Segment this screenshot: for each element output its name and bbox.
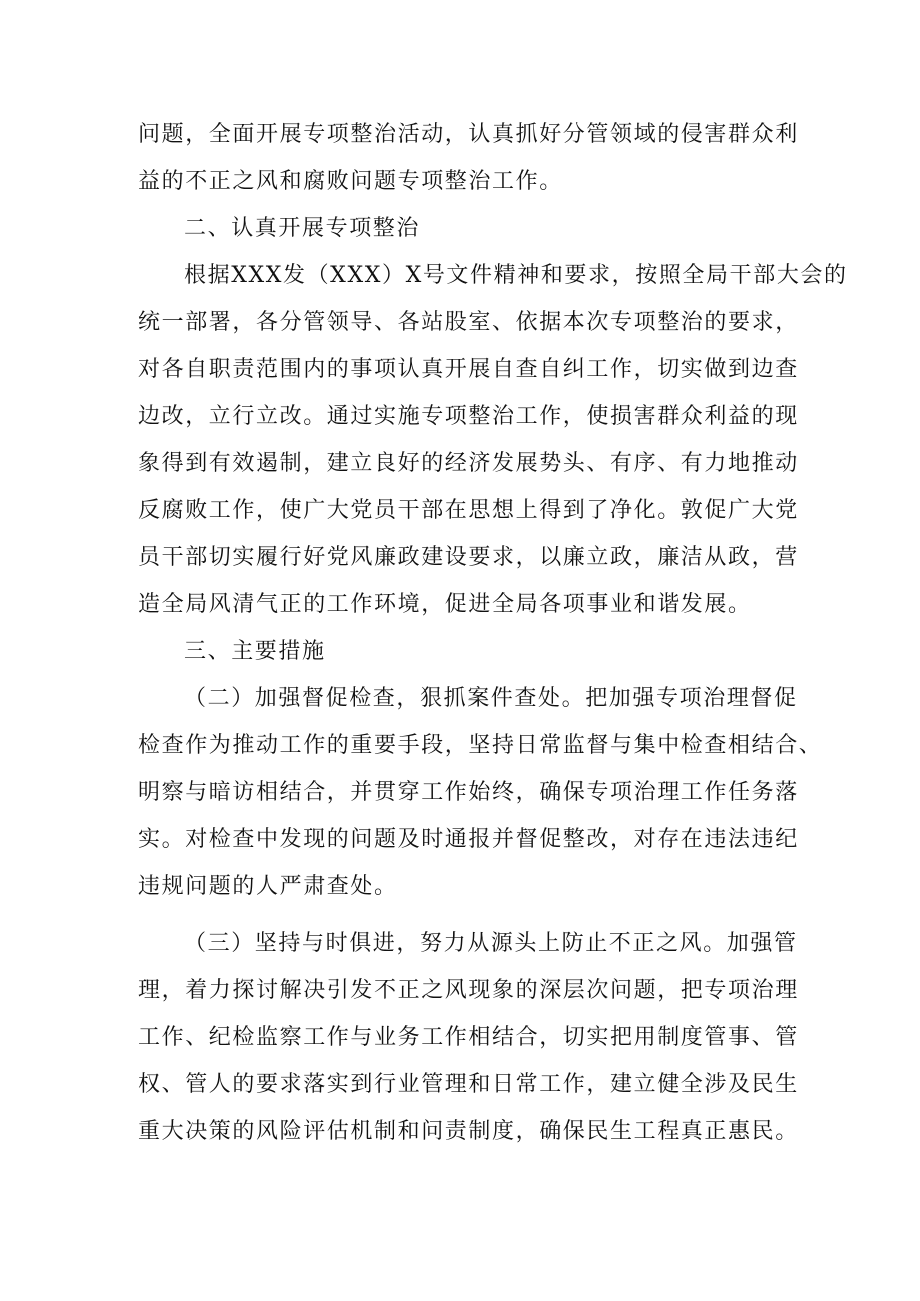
text-line: 问题，全面开展专项整治活动，认真抓好分管领域的侵害群众利 — [138, 122, 799, 147]
paragraph-gap — [138, 910, 798, 920]
text-line: 员干部切实履行好党风廉政建设要求，以廉立政，廉洁从政，营 — [138, 545, 799, 570]
text-line: 反腐败工作，使广大党员干部在思想上得到了净化。敦促广大党 — [138, 498, 799, 523]
body-text — [138, 111, 848, 1155]
section-heading: 二、认真开展专项整治 — [184, 216, 421, 241]
text-line: 对各自职责范围内的事项认真开展自查自纠工作，切实做到边查 — [138, 357, 799, 382]
text-line: 统一部署，各分管领导、各站股室、依据本次专项整治的要求， — [138, 310, 799, 335]
text-line: 重大决策的风险评估机制和问责制度，确保民生工程真正惠民。 — [138, 1119, 799, 1144]
text-line: 根据XXX发（XXX）X号文件精神和要求，按照全局干部大会的 — [184, 263, 848, 288]
text-line: 边改，立行立改。通过实施专项整治工作，使损害群众利益的现 — [138, 404, 799, 429]
text-line: 明察与暗访相结合，并贯穿工作始终，确保专项治理工作任务落 — [138, 780, 799, 805]
text-line: 理，着力探讨解决引发不正之风现象的深层次问题，把专项治理 — [138, 978, 799, 1003]
text-line: 权、管人的要求落实到行业管理和日常工作，建立健全涉及民生 — [138, 1072, 799, 1097]
text-line: 检查作为推动工作的重要手段，坚持日常监督与集中检查相结合、 — [138, 733, 823, 758]
text-line: 益的不正之风和腐败问题专项整治工作。 — [138, 169, 563, 194]
text-line: （二）加强督促检查，狠抓案件查处。把加强专项治理督促 — [184, 686, 798, 711]
section-heading: 三、主要措施 — [184, 639, 326, 664]
text-line: 象得到有效遏制，建立良好的经济发展势头、有序、有力地推动 — [138, 451, 799, 476]
text-line: 违规问题的人严肃查处。 — [138, 874, 398, 899]
text-line: （三）坚持与时俱进，努力从源头上防止不正之风。加强管 — [184, 931, 798, 956]
text-line: 造全局风清气正的工作环境，促进全局各项事业和谐发展。 — [138, 592, 752, 617]
text-line: 实。对检查中发现的问题及时通报并督促整改，对存在违法违纪 — [138, 827, 799, 852]
text-line: 工作、纪检监察工作与业务工作相结合，切实把用制度管事、管 — [138, 1025, 799, 1050]
